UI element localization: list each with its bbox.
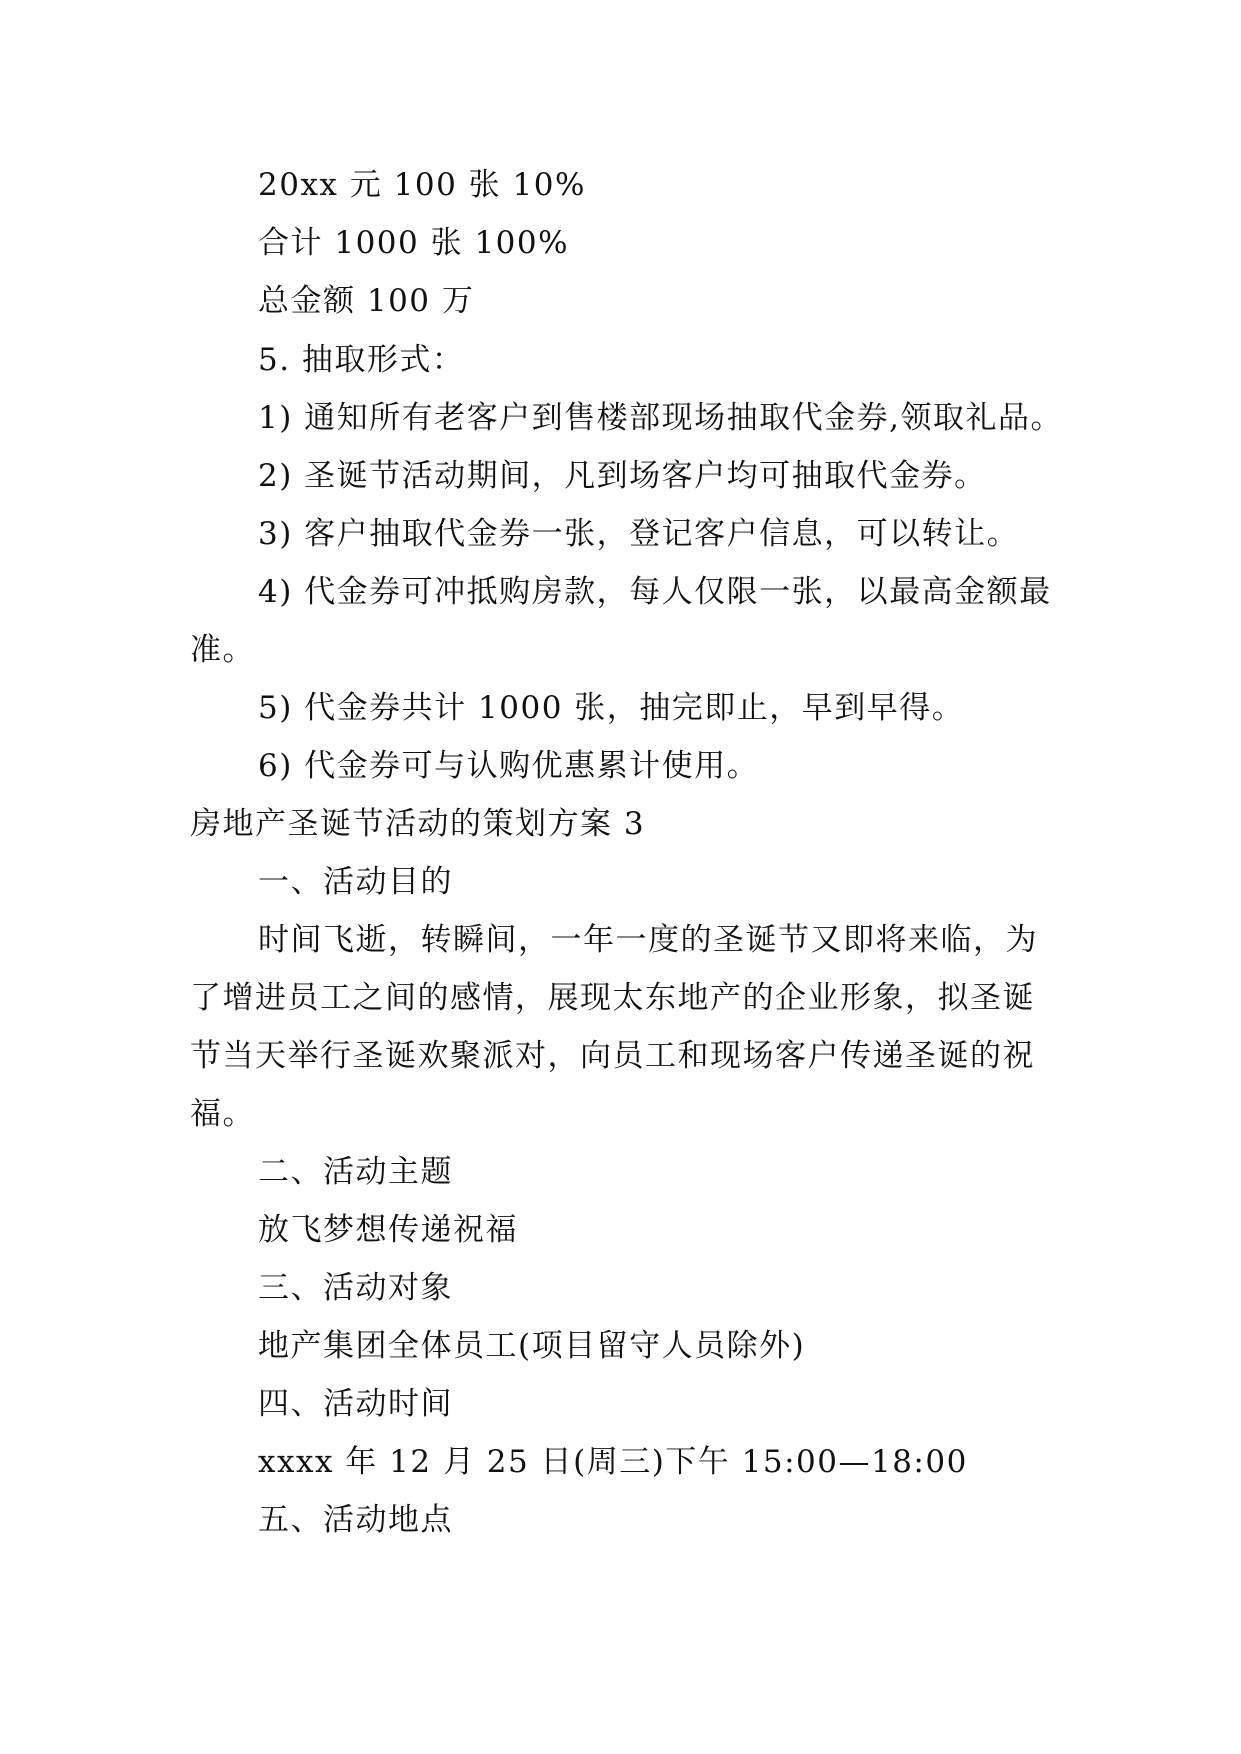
text-line-time: xxxx 年 12 月 25 日(周三)下午 15:00—18:00 bbox=[258, 1444, 968, 1480]
text-line-amount-20xx: 20xx 元 100 张 10% bbox=[258, 167, 586, 203]
text-line-total-amount: 总金额 100 万 bbox=[258, 283, 475, 319]
section-heading-purpose: 一、活动目的 bbox=[258, 864, 453, 900]
text-line-theme: 放飞梦想传递祝福 bbox=[258, 1212, 518, 1248]
text-line-item-5: 5) 代金券共计 1000 张，抽完即止，早到早得。 bbox=[258, 690, 965, 726]
paragraph-purpose-line-3: 节当天举行圣诞欢聚派对，向员工和现场客户传递圣诞的祝 bbox=[190, 1038, 1035, 1074]
text-line-item-1: 1) 通知所有老客户到售楼部现场抽取代金券,领取礼品。 bbox=[258, 400, 1064, 436]
text-line-item-4-cont: 准。 bbox=[190, 632, 255, 668]
paragraph-purpose-line-2: 了增进员工之间的感情，展现太东地产的企业形象，拟圣诞 bbox=[190, 980, 1035, 1016]
text-line-total: 合计 1000 张 100% bbox=[258, 225, 570, 261]
text-line-item-4: 4) 代金券可冲抵购房款，每人仅限一张，以最高金额最 bbox=[258, 574, 1052, 610]
text-line-item-3: 3) 客户抽取代金券一张，登记客户信息，可以转让。 bbox=[258, 516, 1020, 552]
paragraph-purpose-line-1: 时间飞逝，转瞬间，一年一度的圣诞节又即将来临，为 bbox=[258, 922, 1038, 958]
document-title: 房地产圣诞节活动的策划方案 3 bbox=[190, 806, 646, 842]
text-line-item-6: 6) 代金券可与认购优惠累计使用。 bbox=[258, 748, 760, 784]
text-line-item-2: 2) 圣诞节活动期间，凡到场客户均可抽取代金券。 bbox=[258, 458, 987, 494]
section-heading-time: 四、活动时间 bbox=[258, 1386, 453, 1422]
section-heading-audience: 三、活动对象 bbox=[258, 1270, 453, 1306]
section-heading-location: 五、活动地点 bbox=[258, 1502, 453, 1538]
section-heading-theme: 二、活动主题 bbox=[258, 1154, 453, 1190]
section-heading-draw-method: 5. 抽取形式： bbox=[258, 342, 465, 378]
paragraph-purpose-line-4: 福。 bbox=[190, 1096, 255, 1132]
text-line-audience: 地产集团全体员工(项目留守人员除外) bbox=[258, 1328, 806, 1364]
